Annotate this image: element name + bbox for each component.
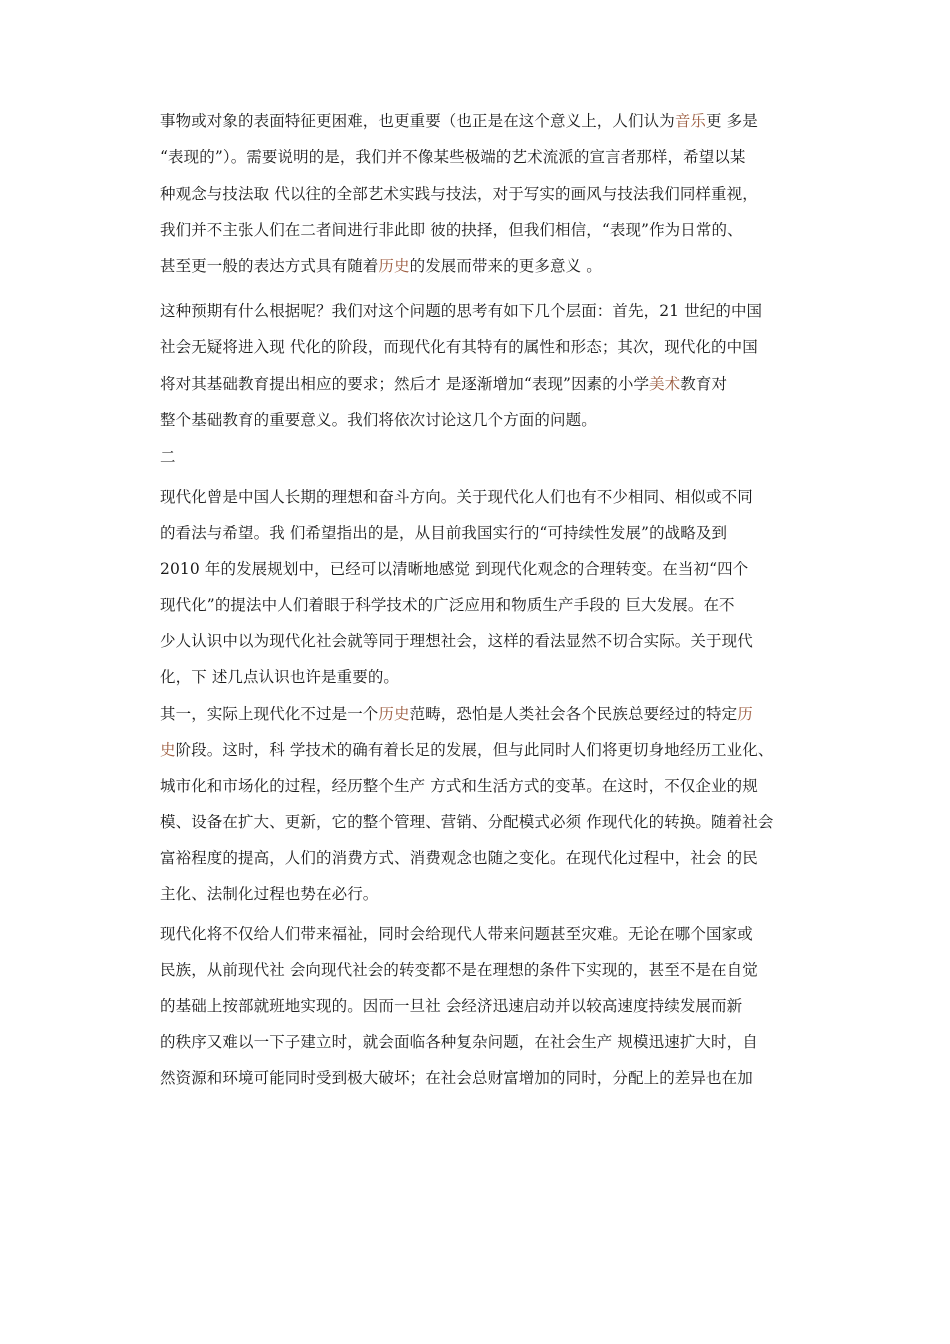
text-line xyxy=(160,702,753,726)
text-segment: 整个基础教育的重要意义。我们将依次讨论这几个方面的问题。 xyxy=(160,411,597,429)
text-line xyxy=(160,1030,758,1054)
text-segment: “表现的”）。需要说明的是，我们并不像某些极端的艺术流派的宣言者那样，希望以某 xyxy=(160,148,746,166)
highlighted-term: 历史 xyxy=(378,705,410,723)
text-segment: 二 xyxy=(160,448,176,466)
highlighted-term: 音乐 xyxy=(674,112,707,130)
text-line xyxy=(160,958,758,982)
text-segment: 主化、法制化过程也势在必行。 xyxy=(160,885,379,903)
text-line xyxy=(160,485,753,509)
text-segment: 教育对 xyxy=(680,375,728,393)
text-segment: 化，下 述几点认识也许是重要的。 xyxy=(160,668,400,686)
text-segment: 民族，从前现代社 会向现代社会的转变都不是在理想的条件下实现的，甚至不是在自觉 xyxy=(160,961,758,979)
text-line xyxy=(160,922,753,946)
text-line xyxy=(160,445,176,469)
text-segment: 我们并不主张人们在二者间进行非此即 彼的抉择，但我们相信，“表现”作为日常的、 xyxy=(160,221,743,239)
text-segment: 更 多是 xyxy=(706,112,758,130)
highlighted-term: 历 xyxy=(737,705,753,723)
text-segment: 模、设备在扩大、更新，它的整个管理、营销、分配模式必须 作现代化的转换。随着社会 xyxy=(160,813,774,831)
text-segment: 其一，实际上现代化不过是一个 xyxy=(160,705,379,723)
text-line xyxy=(160,846,758,870)
highlighted-term: 史 xyxy=(160,741,176,759)
text-segment: 将对其基础教育提出相应的要求；然后才 是逐渐增加“表现”因素的小学 xyxy=(160,375,650,393)
highlighted-term: 历史 xyxy=(378,257,410,275)
text-segment: 甚至更一般的表达方式具有随着 xyxy=(160,257,379,275)
text-line xyxy=(160,1066,753,1090)
text-segment: 社会无疑将进入现 代化的阶段，而现代化有其特有的属性和形态；其次，现代化的中国 xyxy=(160,338,758,356)
text-segment: 种观念与技法取 代以往的全部艺术实践与技法，对于写实的画风与技法我们同样重视， xyxy=(160,185,758,203)
text-line xyxy=(160,299,762,323)
text-line xyxy=(160,665,399,689)
text-segment: 少人认识中以为现代化社会就等同于理想社会，这样的看法显然不切合实际。关于现代 xyxy=(160,632,753,650)
text-segment: 城市化和市场化的过程，经历整个生产 方式和生活方式的变革。在这时，不仅企业的规 xyxy=(160,777,758,795)
text-segment: 现代化将不仅给人们带来福祉，同时会给现代人带来问题甚至灾难。无论在哪个国家或 xyxy=(160,925,753,943)
text-segment: 现代化曾是中国人长期的理想和奋斗方向。关于现代化人们也有不少相同、相似或不同 xyxy=(160,488,753,506)
text-segment: 现代化”的提法中人们着眼于科学技术的广泛应用和物质生产手段的 巨大发展。在不 xyxy=(160,596,735,614)
text-line xyxy=(160,810,773,834)
text-line xyxy=(160,557,748,581)
text-line xyxy=(160,408,597,432)
text-line xyxy=(160,254,602,278)
text-line xyxy=(160,882,378,906)
text-line xyxy=(160,109,758,133)
text-line xyxy=(160,774,758,798)
text-segment: 事物或对象的表面特征更困难，也更重要（也正是在这个意义上，人们认为 xyxy=(160,112,675,130)
text-line xyxy=(160,145,746,169)
highlighted-term: 美术 xyxy=(649,375,681,393)
text-line xyxy=(160,593,735,617)
text-line xyxy=(160,629,753,653)
text-line xyxy=(160,182,758,206)
text-line xyxy=(160,372,727,396)
text-segment: 的基础上按部就班地实现的。因而一旦社 会经济迅速启动并以较高速度持续发展而新 xyxy=(160,997,743,1015)
text-line xyxy=(160,218,743,242)
text-segment: 阶段。这时，科 学技术的确有着长足的发展，但与此同时人们将更切身地经历工业化、 xyxy=(175,741,774,759)
text-line xyxy=(160,335,758,359)
text-segment: 的发展而带来的更多意义 。 xyxy=(409,257,602,275)
text-line xyxy=(160,521,727,545)
text-segment: 2010 年的发展规划中，已经可以清晰地感觉 到现代化观念的合理转变。在当初“四个 xyxy=(160,560,749,578)
text-segment: 这种预期有什么根据呢？我们对这个问题的思考有如下几个层面：首先，21 世纪的中国 xyxy=(160,302,763,320)
text-segment: 的秩序又难以一下子建立时，就会面临各种复杂问题，在社会生产 规模迅速扩大时，自 xyxy=(160,1033,758,1051)
text-line xyxy=(160,994,742,1018)
text-segment: 范畴，恐怕是人类社会各个民族总要经过的特定 xyxy=(409,705,738,723)
text-segment: 的看法与希望。我 们希望指出的是，从目前我国实行的“可持续性发展”的战略及到 xyxy=(160,524,728,542)
text-segment: 富裕程度的提高，人们的消费方式、消费观念也随之变化。在现代化过程中，社会 的民 xyxy=(160,849,758,867)
text-line xyxy=(160,738,773,762)
text-segment: 然资源和环境可能同时受到极大破坏；在社会总财富增加的同时，分配上的差异也在加 xyxy=(160,1069,753,1087)
